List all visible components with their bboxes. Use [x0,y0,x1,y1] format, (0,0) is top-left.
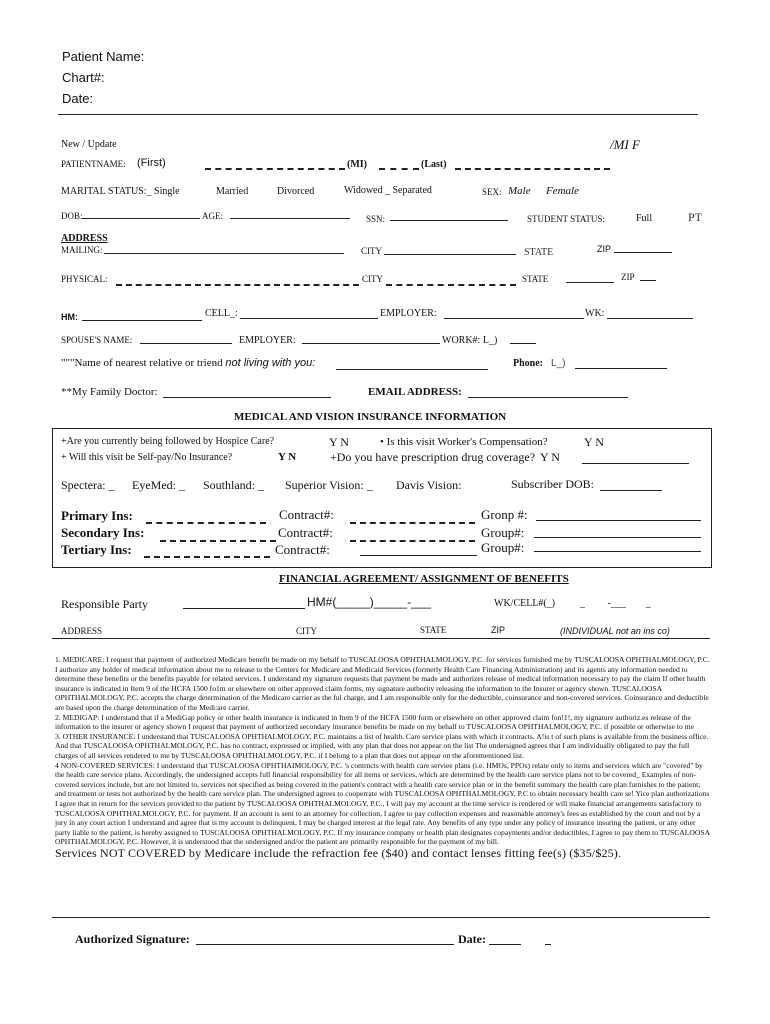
email-field[interactable] [468,397,628,398]
patientname-label: PATIENTNAME: [61,159,126,169]
employer-label: EMPLOYER: [380,308,437,319]
signature-date-field-2[interactable] [545,944,551,945]
nearest-relative-text: """Name of nearest relative or triend [61,357,223,369]
fin-zip-label: ZIP [491,625,506,635]
new-update-label: New / Update [61,139,117,150]
subscriber-dob-field[interactable] [600,490,662,491]
tertiary-group-label: Group#: [481,540,525,555]
student-status-label: STUDENT STATUS: [527,214,605,224]
mailing-label: MAILING: [61,245,103,255]
physical-city-field[interactable] [386,284,516,286]
divorced-option[interactable]: Divorced [277,186,315,197]
hm-label: HM: [61,312,78,322]
prescription-question: +Do you have prescription drug coverage? [330,450,536,464]
mi-f-label: /MI F [610,137,640,152]
hm-field[interactable] [82,320,202,321]
insurance-heading: MEDICAL AND VISION INSURANCE INFORMATION [234,411,507,423]
terms-block [55,655,710,847]
spouse-work-field[interactable] [510,343,536,344]
workers-comp-yn[interactable]: Y N [584,435,604,449]
primary-group-field[interactable] [536,520,701,521]
terms-medicare: 1. MEDICARE: I request that payment of authorized Medicare benefit be made on my behalf to TUSCALOOSA OPHTHALMOLOGY, P.C. for services furnished me by TUSCALOOSA OPHTHALMOLOGY, P.C. I authorize any holder of medical information about me to release to the Centers for Medicare and Medicaid Services (formerly Health Care Financing Administration) and its agents any information needed to determine these benefits or the benefits payable for related services. I understand my signature requests that payment be made and authorizes release of medical information necessary to pay the claim If other health insurance is indicated in Item 9 of the HCFA 1500 fo1m or elsewhere on other approved claim forms, my signature authority releasing the information to the Insurer or agency shown. TUSCALOOSA OPHTHALMOLOGY, P.C. accepts the charge determination of the Medicare carrier as the ful charge, and I am responsible only for the deductible, coinsurance and non-covered services. Coinsurance and deductible are based upon the charge determination of the Medi:are carrier. [55,655,710,712]
physical-zip-label: ZIP [621,272,635,282]
spouse-work-label: WORK#: L_) [442,335,498,346]
dob-field[interactable] [82,218,200,219]
primary-contract-field[interactable] [350,522,475,524]
first-label: (First) [137,157,166,169]
married-option[interactable]: Married [216,186,249,197]
family-doctor-field[interactable] [163,397,331,398]
cell-field[interactable] [240,318,378,319]
fin-individual-note: (INDIVIDUAL not an ins co) [560,626,670,636]
employer-field[interactable] [444,318,584,319]
mailing-state-label: STATE [524,247,554,258]
authorized-signature-label: Authorized Signature: [75,932,190,946]
mailing-city-label: CITY [361,246,382,256]
mi-label: (MI) [347,159,367,170]
first-name-field[interactable] [205,168,345,170]
fin-city-label: CITY [296,626,317,636]
tertiary-contract-field[interactable] [360,555,477,556]
nearest-relative-label [61,357,315,369]
davis-option[interactable]: Davis Vision: [396,478,462,492]
secondary-group-field[interactable] [534,537,701,538]
tertiary-contract-label: Contract#: [275,542,330,557]
mailing-zip-label: ZIP [597,244,612,254]
tertiary-ins-label: Tertiary Ins: [61,542,132,557]
signature-divider [52,917,710,918]
wk-label: WK: [585,308,605,319]
secondary-ins-field[interactable] [160,540,276,542]
nearest-relative-field[interactable] [336,369,488,370]
hospice-question: +Are you currently being followed by Hospice Care? [61,436,275,447]
tertiary-group-field[interactable] [534,551,701,552]
prescription-yn[interactable]: Y N [540,450,560,464]
superior-option[interactable]: Superior Vision: _ [285,478,373,492]
spouse-name-label: SPOUSE'S NAME: [61,335,133,345]
widowed-separated-option[interactable]: Widowed _ Separated [344,185,432,196]
services-note: Services NOT COVERED by Medicare include the refraction fee ($40) and contact lenses fitting fee(s) ($35/$25). [55,846,622,860]
female-option[interactable]: Female [546,185,579,197]
last-label: (Last) [421,159,447,170]
tertiary-ins-field[interactable] [144,556,270,558]
secondary-contract-label: Contract#: [278,525,333,540]
physical-label: PHYSICAL: [61,274,108,284]
age-field[interactable] [230,218,350,219]
secondary-ins-label: Secondary Ins: [61,525,145,540]
ssn-label: SSN: [366,214,386,224]
male-option[interactable]: Male [508,185,531,197]
full-option[interactable]: Full [636,213,653,224]
workers-comp-question: • Is this visit Worker's Compensation? [380,436,548,448]
address-heading: ADDRESS [61,233,108,244]
selfpay-yn[interactable]: Y N [278,451,297,463]
family-doctor-label: **My Family Doctor: [61,386,158,398]
responsible-wkcell-dash: _ -___ _ [580,598,651,609]
primary-contract-label: Contract#: [279,507,334,522]
not-living-text: not living with you: [225,357,316,369]
signature-date-field[interactable] [489,944,521,945]
physical-zip-field[interactable] [640,280,656,281]
authorized-signature-field[interactable] [196,944,454,945]
spectera-option[interactable]: Spectera: _ [61,478,115,492]
hospice-yn[interactable]: Y N [329,435,349,449]
financial-divider [52,638,710,639]
secondary-contract-field[interactable] [350,540,475,542]
age-label: AGE: [202,211,223,221]
mi-field[interactable] [379,168,419,170]
primary-group-label: Gronp #: [481,507,528,522]
terms-non-covered: 4 NON-COVERED SERVICES: I understand that TUSCALOOSA OPHTHAIMOLOGY, P.C. 's contrncts with health care serviee plans (i.e. HMOs, PPOs) relate only to items and services which are "covered" by the health care service plans. Accordingly, the undersigned accepts full financial responsibility for all items or services, which are determined by the health care service plans not to be covered_ Examples of non-covered services include, but are not limited to, services not specified as being covered in the patient's contract with a health care service plan or in the benefit summary the health care plan furnishes to the patient; and treatment or tests not authorized by the health care service plan. The undersigned agrees to cooperrate with TUSCALOOSA OPHTHALMOLOGY, P.C to obtain necessary health care se! Yice plan authorizations [55,760,710,799]
mailing-city-field[interactable] [384,254,516,255]
spouse-employer-label: EMPLOYER: [239,335,296,346]
sex-label: SEX: [482,187,502,197]
fin-address-label: ADDRESS [61,626,103,636]
mailing-field[interactable] [104,253,344,254]
last-name-field[interactable] [455,168,610,170]
primary-ins-field[interactable] [146,522,266,524]
spouse-employer-field[interactable] [302,343,440,344]
wk-field[interactable] [607,318,693,319]
responsible-wkcell[interactable]: WK/CELL#(_) [494,598,556,609]
phone-area-code: L_) [551,358,566,369]
header-divider [58,114,698,115]
terms-other-insurance: 3. OTHER INSURANCE: I understand that TUSCALOOSA OPHTHALMOLOGY, P.C. maintains a list of health. Care service plans with which it contracts. A!is t of such plans is available from the business office. And that TUSCALOOSA OPHTHALMOLOGY, P.C. has no contract, expressed or implied, with any plan that does not appear on the list The undersigned agrees that I am individually obligated to pay the full charges of all services rendered to me by TUSCALOOSA OPHTHALMOLOGY, P.C. if I belong to a plan that does not appear on the aforementioned list. [55,731,709,760]
phone-field[interactable] [575,368,667,369]
signature-date-label: Date: [458,932,486,946]
fin-state-label: STATE [420,625,447,635]
primary-ins-label: Primary Ins: [61,508,133,523]
subscriber-dob-label: Subscriber DOB: [511,477,594,491]
selfpay-question: + Will this visit be Self-pay/No Insurance? [61,452,233,463]
marital-status-label: MARITAL STATUS:_ Single [61,186,180,197]
patient-name-label: Patient Name: [62,49,145,64]
insurance-box [52,428,712,568]
cell-label: CELL_: [205,308,238,319]
southland-option[interactable]: Southland: _ [203,478,265,492]
prescription-field[interactable] [582,463,689,464]
physical-state-label: STATE [522,274,549,284]
ssn-field[interactable] [390,220,508,221]
phone-label: Phone: [513,358,543,369]
terms-payment: I agree that in return for the services provided to the patient by TUSCALOOSA OPHTHALMOLOGY, P.C., I will pay my account at the time service is rendered or will make financial arrangements satisfactory to TUSCALOOSA OPHTHALMOLOGY, P.C. for payment. If an account is sent to an attorney for collection, I agree to pay collection expenses and reasonable attorney's fees as established by the court and not by a jury in any court action I understand and agree that is my account is delinquent, I may be charged interest at the legal rate. Any benefits of any type under any policy of insurance insuring the patient, or any other party liable to the patient, is hereby assigned to TUSCALOOSA OPHTHALMOLOGY, P.C. If my insurance company or health plan designates copayments and/or deductibles, I agree to pay them to TUSCALOOSA OPHTHALMOLOGY, P.C. However, it is understood that the undersigned and/or the patient are primarily responsible for the payment of my bill. [55,798,710,847]
physical-state-field[interactable] [566,282,614,283]
responsible-party-field[interactable] [183,608,305,609]
terms-medigap: 2. MEDIGAP: I understand that if a MediGap policy or other health insurance is indicated in Item 9 of the HCFA 1500 form or elsewhere on other approved claim fon!1!, my signature authoriz.es release of the information to the insurer or agency shown I request that payment of authorized secondary insurance benefits be made on my behalf to TUSCALOOSA OPHTHALMOLOGY, P.C. if possible or otherwise to me [55,712,694,732]
physical-city-label: CITY [362,274,383,284]
secondary-group-label: Group#: [481,525,525,540]
email-label: EMAIL ADDRESS: [368,386,462,398]
spouse-name-field[interactable] [140,343,232,344]
mailing-zip-field[interactable] [614,252,672,253]
pt-option[interactable]: PT [688,210,703,224]
dob-label: DOB: [61,211,83,221]
responsible-party-label: Responsible Party [61,597,148,611]
date-label: Date: [62,91,94,106]
financial-heading: FINANCIAL AGREEMENT/ ASSIGNMENT OF BENEFITS [279,573,569,585]
chart-label: Chart#: [62,70,105,85]
eyemed-option[interactable]: EyeMed: _ [132,478,185,492]
responsible-hm[interactable]: HM#(_____)_____-___ [307,595,432,609]
physical-field[interactable] [116,284,359,286]
